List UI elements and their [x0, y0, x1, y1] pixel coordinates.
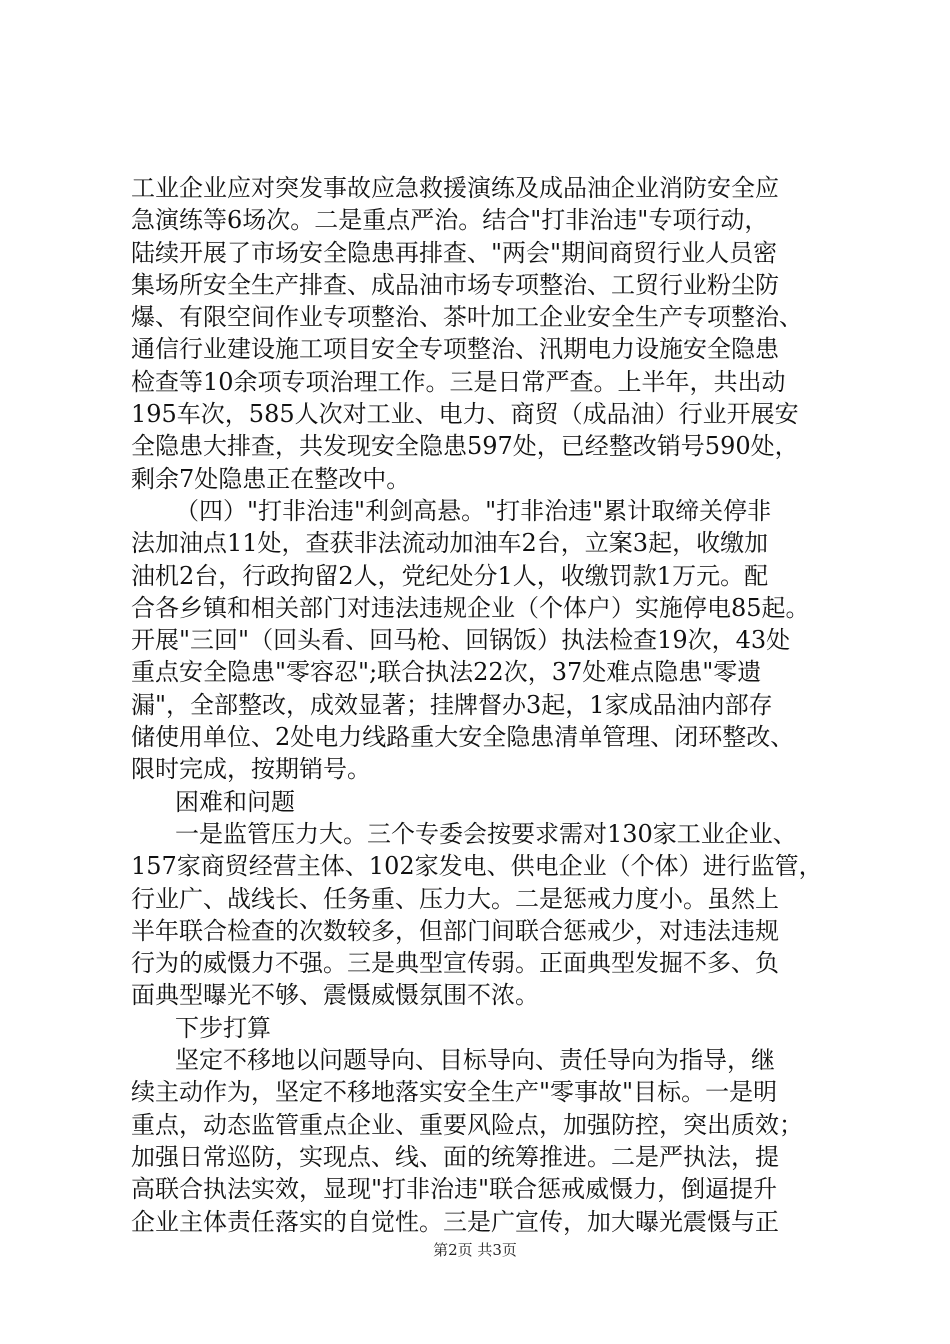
text-line: 企业主体责任落实的自觉性。三是广宣传，加大曝光震慑与正 [131, 1207, 779, 1236]
text-line: 坚定不移地以问题导向、目标导向、责任导向为指导，继 [175, 1046, 775, 1075]
text-line: 重点安全隐患"零容忍";联合执法22次，37处难点隐患"零遗 [131, 658, 762, 687]
text-line: 法加油点11处，查获非法流动加油车2台，立案3起，收缴加 [131, 529, 769, 558]
text-line: 开展"三回"（回头看、回马枪、回锅饭）执法检查19次，43处 [131, 626, 791, 655]
text-line: 157家商贸经营主体、102家发电、供电企业（个体）进行监管， [131, 852, 823, 881]
text-line: 剩余7处隐患正在整改中。 [131, 464, 411, 493]
text-line: 下步打算 [175, 1013, 271, 1042]
text-line: 半年联合检查的次数较多，但部门间联合惩戒少，对违法违规 [131, 916, 779, 945]
text-line: 合各乡镇和相关部门对违法违规企业（个体户）实施停电85起。 [131, 593, 810, 622]
text-line: 困难和问题 [175, 787, 295, 816]
text-line: 行为的威慑力不强。三是典型宣传弱。正面典型发掘不多、负 [131, 949, 779, 978]
text-line: 检查等10余项专项治理工作。三是日常严查。上半年，共出动 [131, 367, 786, 396]
text-line: 油机2台，行政拘留2人，党纪处分1人，收缴罚款1万元。配 [131, 561, 769, 590]
text-line: 续主动作为，坚定不移地落实安全生产"零事故"目标。一是明 [131, 1078, 778, 1107]
text-line: 加强日常巡防，实现点、线、面的统筹推进。二是严执法，提 [131, 1142, 779, 1171]
text-line: 行业广、战线长、任务重、压力大。二是惩戒力度小。虽然上 [131, 884, 779, 913]
text-line: 面典型曝光不够、震慑威慑氛围不浓。 [131, 981, 539, 1010]
text-line: 全隐患大排查，共发现安全隐患597处，已经整改销号590处， [131, 432, 799, 461]
text-line: 通信行业建设施工项目安全专项整治、汛期电力设施安全隐患 [131, 335, 779, 364]
text-line: 陆续开展了市场安全隐患再排查、"两会"期间商贸行业人员密 [131, 238, 778, 267]
text-line: 限时完成，按期销号。 [131, 755, 371, 784]
page-footer: 第2页 共3页 [433, 1241, 517, 1259]
text-line: 重点，动态监管重点企业、重要风险点，加强防控，突出质效； [131, 1110, 803, 1139]
text-line: 集场所安全生产排查、成品油市场专项整治、工贸行业粉尘防 [131, 270, 779, 299]
text-line: 一是监管压力大。三个专委会按要求需对130家工业企业、 [175, 819, 797, 848]
text-line: 爆、有限空间作业专项整治、茶叶加工企业安全生产专项整治、 [131, 303, 803, 332]
text-line: 储使用单位、2处电力线路重大安全隐患清单管理、闭环整改、 [131, 723, 795, 752]
text-line: 漏"，全部整改，成效显著；挂牌督办3起，1家成品油内部存 [131, 690, 773, 719]
text-line: 急演练等6场次。二是重点严治。结合"打非治违"专项行动， [131, 206, 769, 235]
text-line: （四）"打非治违"利剑高悬。"打非治违"累计取缔关停非 [175, 496, 772, 525]
text-line: 高联合执法实效，显现"打非治违"联合惩戒威慑力，倒逼提升 [131, 1175, 778, 1204]
text-line: 工业企业应对突发事故应急救援演练及成品油企业消防安全应 [131, 174, 779, 202]
document-body [131, 172, 831, 1238]
text-line: 195车次，585人次对工业、电力、商贸（成品油）行业开展安 [131, 400, 799, 429]
